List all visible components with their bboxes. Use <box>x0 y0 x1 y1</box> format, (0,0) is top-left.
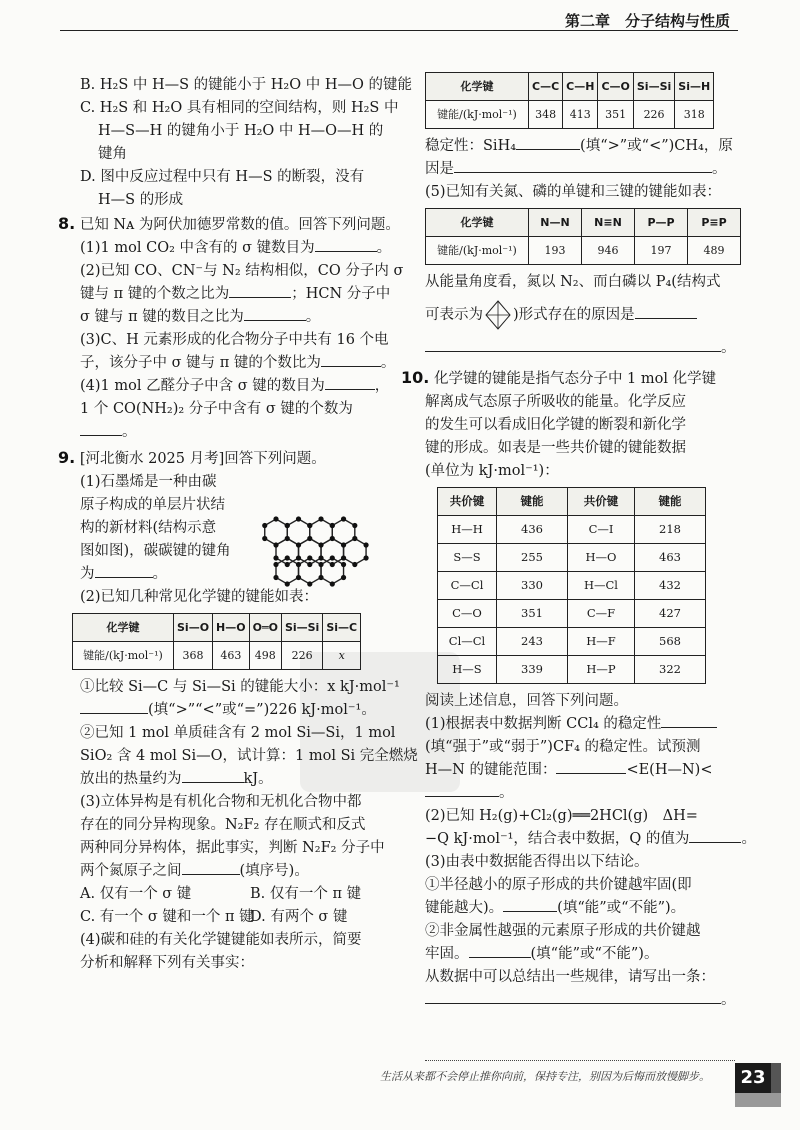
carbon-atom <box>341 542 346 547</box>
choice-b[interactable]: B. 仅有一个 π 键 <box>250 886 362 902</box>
carbon-atom <box>307 562 312 567</box>
table-row: 化学键 C—C C—H C—O Si—Si Si—H <box>426 73 714 101</box>
carbon-atom <box>330 555 335 560</box>
q9-part1-line2: 原子构成的单层片状结 <box>80 497 225 513</box>
q10-part1-line4: 。 <box>425 782 741 805</box>
q9-part1-line5: 为 。 <box>80 563 398 586</box>
q9-part3-line2: 存在的同分异构现象。N₂F₂ 存在顺式和反式 <box>80 817 366 833</box>
carbon-atom <box>352 536 357 541</box>
answer-blank[interactable] <box>469 943 531 958</box>
q9-part1-line4: 图如图)，碳碳键的键角 <box>80 543 231 559</box>
table-row: S—S 255 H—O 463 <box>438 544 706 572</box>
answer-blank[interactable] <box>556 759 626 774</box>
q9-2-1-line1: ①比较 Si—C 与 Si—Si 的键能大小：x kJ·mol⁻¹ <box>80 679 400 695</box>
option-c-line3: 键角 <box>98 146 127 162</box>
table-row: 共价键 键能 共价键 键能 <box>438 488 706 516</box>
choice-c[interactable]: C. 有一个 σ 键和一个 π 键 <box>80 909 254 925</box>
table-row: C—O 351 C—F 427 <box>438 600 706 628</box>
carbon-atom <box>307 555 312 560</box>
q10-part2-line2: −Q kJ·mol⁻¹，结合表中数据，Q 的值为 。 <box>425 828 741 851</box>
bond-energy-table-1 <box>72 613 361 670</box>
table-row: 化学键 N—N N≡N P—P P≡P <box>426 209 741 237</box>
option-b: B. H₂S 中 H—S 的键能小于 H₂O 中 H—O 的键能 <box>80 77 412 93</box>
q9-part4-line1: (4)碳和硅的有关化学键键能如表所示，简要 <box>80 932 362 948</box>
answer-blank[interactable] <box>425 337 721 352</box>
carbon-atom <box>318 555 323 560</box>
option-c-line2: H—S—H 的键角小于 H₂O 中 H—O—H 的 <box>98 123 384 139</box>
q9-part3-line4: 两个氮原子之间 (填序号)。 <box>80 860 398 883</box>
q9-2-2-line3: 放出的热量约为 kJ。 <box>80 768 398 791</box>
choice-row-1 <box>80 883 398 906</box>
table-row: Cl—Cl 243 H—F 568 <box>438 628 706 656</box>
carbon-atom <box>341 555 346 560</box>
q8-part3-line2: 子，该分子中 σ 键与 π 键的个数比为 。 <box>80 352 398 375</box>
carbon-atom <box>285 562 290 567</box>
right-column <box>401 74 756 1012</box>
carbon-atom <box>296 562 301 567</box>
carbon-atom <box>273 562 278 567</box>
carbon-atom <box>296 575 301 580</box>
q10-line5: (单位为 kJ·mol⁻¹)： <box>425 463 559 479</box>
q10-part1-line2: (填“强于”或“弱于”)CF₄ 的稳定性。试预测 <box>425 739 701 755</box>
answer-blank[interactable] <box>635 304 697 319</box>
q10-part2-line1: (2)已知 H₂(g)+Cl₂(g)══2HCl(g) ΔH= <box>425 808 698 824</box>
q8-part2-line3: σ 键与 π 键的数目之比为 。 <box>80 306 398 329</box>
option-c-line1: C. H₂S 和 H₂O 具有相同的空间结构，则 H₂S 中 <box>80 100 399 116</box>
choice-a[interactable]: A. 仅有一个 σ 键 <box>80 886 192 902</box>
q10-summary: 从数据中可以总结出一些规律，请写出一条： <box>425 969 715 985</box>
q9-part2: (2)已知几种常见化学键的键能如表： <box>80 589 319 605</box>
carbon-atom <box>330 562 335 567</box>
carbon-atom <box>296 555 301 560</box>
q10-part3-2-line1: ②非金属性越强的元素原子形成的共价键越 <box>425 923 701 939</box>
table-row: C—Cl 330 H—Cl 432 <box>438 572 706 600</box>
q10-part3: (3)由表中数据能否得出以下结论。 <box>425 854 649 870</box>
p4-structure-icon <box>483 308 513 322</box>
energy-line2: 可表示为 )形式存在的原因是 <box>425 304 741 327</box>
carbon-atom <box>273 555 278 560</box>
carbon-atom <box>352 562 357 567</box>
carbon-atom <box>285 555 290 560</box>
carbon-atom <box>341 562 346 567</box>
q10-part1-line3: H—N 的键能范围： <E(H—N)< <box>425 759 741 782</box>
header-rule <box>60 30 738 31</box>
q9-2-2-line2: SiO₂ 含 4 mol Si—O，试计算：1 mol Si 完全燃烧 <box>80 748 418 764</box>
carbon-atom <box>307 536 312 541</box>
q10-line4: 键的形成。如表是一些共价键的键能数据 <box>425 440 686 456</box>
q9-2-2-line1: ②已知 1 mol 单质硅含有 2 mol Si—Si，1 mol <box>80 725 396 741</box>
q8-part1: (1)1 mol CO₂ 中含有的 σ 键数目为 。 <box>80 237 398 260</box>
answer-blank[interactable] <box>425 989 721 1004</box>
question-8-number: 8. <box>58 214 76 233</box>
answer-blank[interactable] <box>80 421 122 436</box>
page-corner-mark <box>771 1063 781 1093</box>
table-row: H—S 339 H—P 322 <box>438 656 706 684</box>
carbon-atom <box>363 555 368 560</box>
footer-motto: 生活从来都不会停止推你向前，保持专注，别因为后悔而放慢脚步。 <box>380 1070 710 1083</box>
choice-row-2 <box>80 906 398 929</box>
carbon-atom <box>307 581 312 586</box>
table-row: H—H 436 C—I 218 <box>438 516 706 544</box>
question-9-number: 9. <box>58 448 76 467</box>
carbon-atom <box>273 516 278 521</box>
answer-blank[interactable] <box>503 897 557 912</box>
carbon-atom <box>285 523 290 528</box>
q10-part3-2-line2: 牢固。 (填“能”或“不能”)。 <box>425 943 741 966</box>
q10-part3-1-line1: ①半径越小的原子形成的共价键越牢固(即 <box>425 877 692 893</box>
question-9-stem: 9. [河北衡水 2025 月考]回答下列问题。 <box>58 448 326 467</box>
q9-part3-line3: 两种同分异构体，据此事实，判断 N₂F₂ 分子中 <box>80 840 385 856</box>
q9-part1-line3: 构的新材料(结构示意 <box>80 520 217 536</box>
question-10-number: 10. <box>401 368 430 387</box>
q10-part1-line1: (1)根据表中数据判断 CCl₄ 的稳定性 <box>425 713 741 736</box>
answer-blank[interactable] <box>661 713 717 728</box>
q8-part4-line3: 。 <box>80 421 398 444</box>
carbon-atom <box>318 516 323 521</box>
q10-summary-answer: 。 <box>425 989 741 1012</box>
q8-part2-line2: 键与 π 键的个数之比为 ；HCN 分子中 <box>80 283 398 306</box>
q8-part2-line1: (2)已知 CO、CN⁻与 N₂ 结构相似，CO 分子内 σ <box>80 263 404 279</box>
table-row: 键能/(kJ·mol⁻¹) 348 413 351 226 318 <box>426 101 714 129</box>
q10-part3-1-line2: 键能越大)。 (填“能”或“不能”)。 <box>425 897 741 920</box>
carbon-atom <box>330 536 335 541</box>
option-d-line1: D. 图中反应过程中只有 H—S 的断裂，没有 <box>80 169 365 185</box>
q9-2-1-line2: (填“>”“<”或“=”)226 kJ·mol⁻¹。 <box>80 699 398 722</box>
answer-blank[interactable] <box>182 860 240 875</box>
carbon-atom <box>296 516 301 521</box>
q9-part3-line1: (3)立体异构是有机化合物和无机化合物中都 <box>80 794 362 810</box>
stability-line2: 因是 。 <box>425 158 741 181</box>
carbon-atom <box>330 523 335 528</box>
answer-blank[interactable] <box>182 768 244 783</box>
q9-part5: (5)已知有关氮、磷的单键和三键的键能如表： <box>425 184 722 200</box>
carbon-atom <box>285 536 290 541</box>
answer-blank[interactable] <box>95 563 153 578</box>
carbon-atom <box>318 562 323 567</box>
option-d-line2: H—S 的形成 <box>98 192 184 208</box>
answer-blank[interactable] <box>425 782 499 797</box>
energy-line3: 。 <box>425 337 741 360</box>
answer-blank[interactable] <box>229 283 291 298</box>
graphene-structure-figure <box>260 512 390 612</box>
q10-line2: 解离成气态原子所吸收的能量。化学反应 <box>425 394 686 410</box>
hexagon-ring <box>344 539 367 565</box>
stability-line1: 稳定性：SiH₄ (填“>”或“<”)CH₄，原 <box>425 135 741 158</box>
table-row: 键能/(kJ·mol⁻¹) 368 463 498 226 x <box>73 642 361 670</box>
covalent-bond-table <box>437 487 706 684</box>
choice-d[interactable]: D. 有两个 σ 键 <box>250 909 348 925</box>
answer-blank[interactable] <box>454 158 712 173</box>
q8-part3-line1: (3)C、H 元素形成的化合物分子中共有 16 个电 <box>80 332 389 348</box>
table-row: 键能/(kJ·mol⁻¹) 193 946 197 489 <box>426 237 741 265</box>
answer-blank[interactable] <box>321 352 381 367</box>
carbon-atom <box>262 523 267 528</box>
table-row: 化学键 Si—O H—O O═O Si—Si Si—C <box>73 614 361 642</box>
q8-part4-line2: 1 个 CO(NH₂)₂ 分子中含有 σ 键的个数为 <box>80 401 353 417</box>
bond-energy-table-2 <box>425 72 714 129</box>
chapter-header: 第二章 分子结构与性质 <box>564 12 730 30</box>
answer-blank[interactable] <box>689 828 741 843</box>
energy-line1: 从能量角度看，氮以 N₂、而白磷以 P₄(结构式 <box>425 274 721 290</box>
bond-energy-table-3 <box>425 208 741 265</box>
carbon-atom <box>262 536 267 541</box>
answer-blank[interactable] <box>315 237 377 252</box>
read-info: 阅读上述信息，回答下列问题。 <box>425 693 628 709</box>
carbon-atom <box>318 575 323 580</box>
q10-line3: 的发生可以看成旧化学键的断裂和新化学 <box>425 417 686 433</box>
carbon-atom <box>352 523 357 528</box>
carbon-atom <box>341 516 346 521</box>
q9-part1-line1: (1)石墨烯是一种由碳 <box>80 474 217 490</box>
q9-part4-line2: 分析和解释下列有关事实： <box>80 955 254 971</box>
page-corner-block <box>735 1093 781 1107</box>
question-10-stem: 10. 化学键的键能是指气态分子中 1 mol 化学键 <box>401 368 717 387</box>
carbon-atom <box>273 575 278 580</box>
carbon-atom <box>273 542 278 547</box>
answer-blank[interactable] <box>516 135 580 150</box>
carbon-atom <box>296 542 301 547</box>
carbon-atom <box>330 581 335 586</box>
carbon-atom <box>363 542 368 547</box>
q8-part4-line1: (4)1 mol 乙醛分子中含 σ 键的数目为 ， <box>80 375 398 398</box>
carbon-atom <box>318 542 323 547</box>
answer-blank[interactable] <box>325 375 375 390</box>
carbon-atom <box>341 575 346 580</box>
answer-blank[interactable] <box>244 306 306 321</box>
question-8-stem: 8. 已知 Nᴀ 为阿伏加德罗常数的值。回答下列问题。 <box>58 214 400 233</box>
carbon-atom <box>307 523 312 528</box>
page-number: 23 <box>735 1063 771 1093</box>
carbon-atom <box>285 581 290 586</box>
answer-blank[interactable] <box>80 699 148 714</box>
footer-rule <box>425 1060 735 1061</box>
